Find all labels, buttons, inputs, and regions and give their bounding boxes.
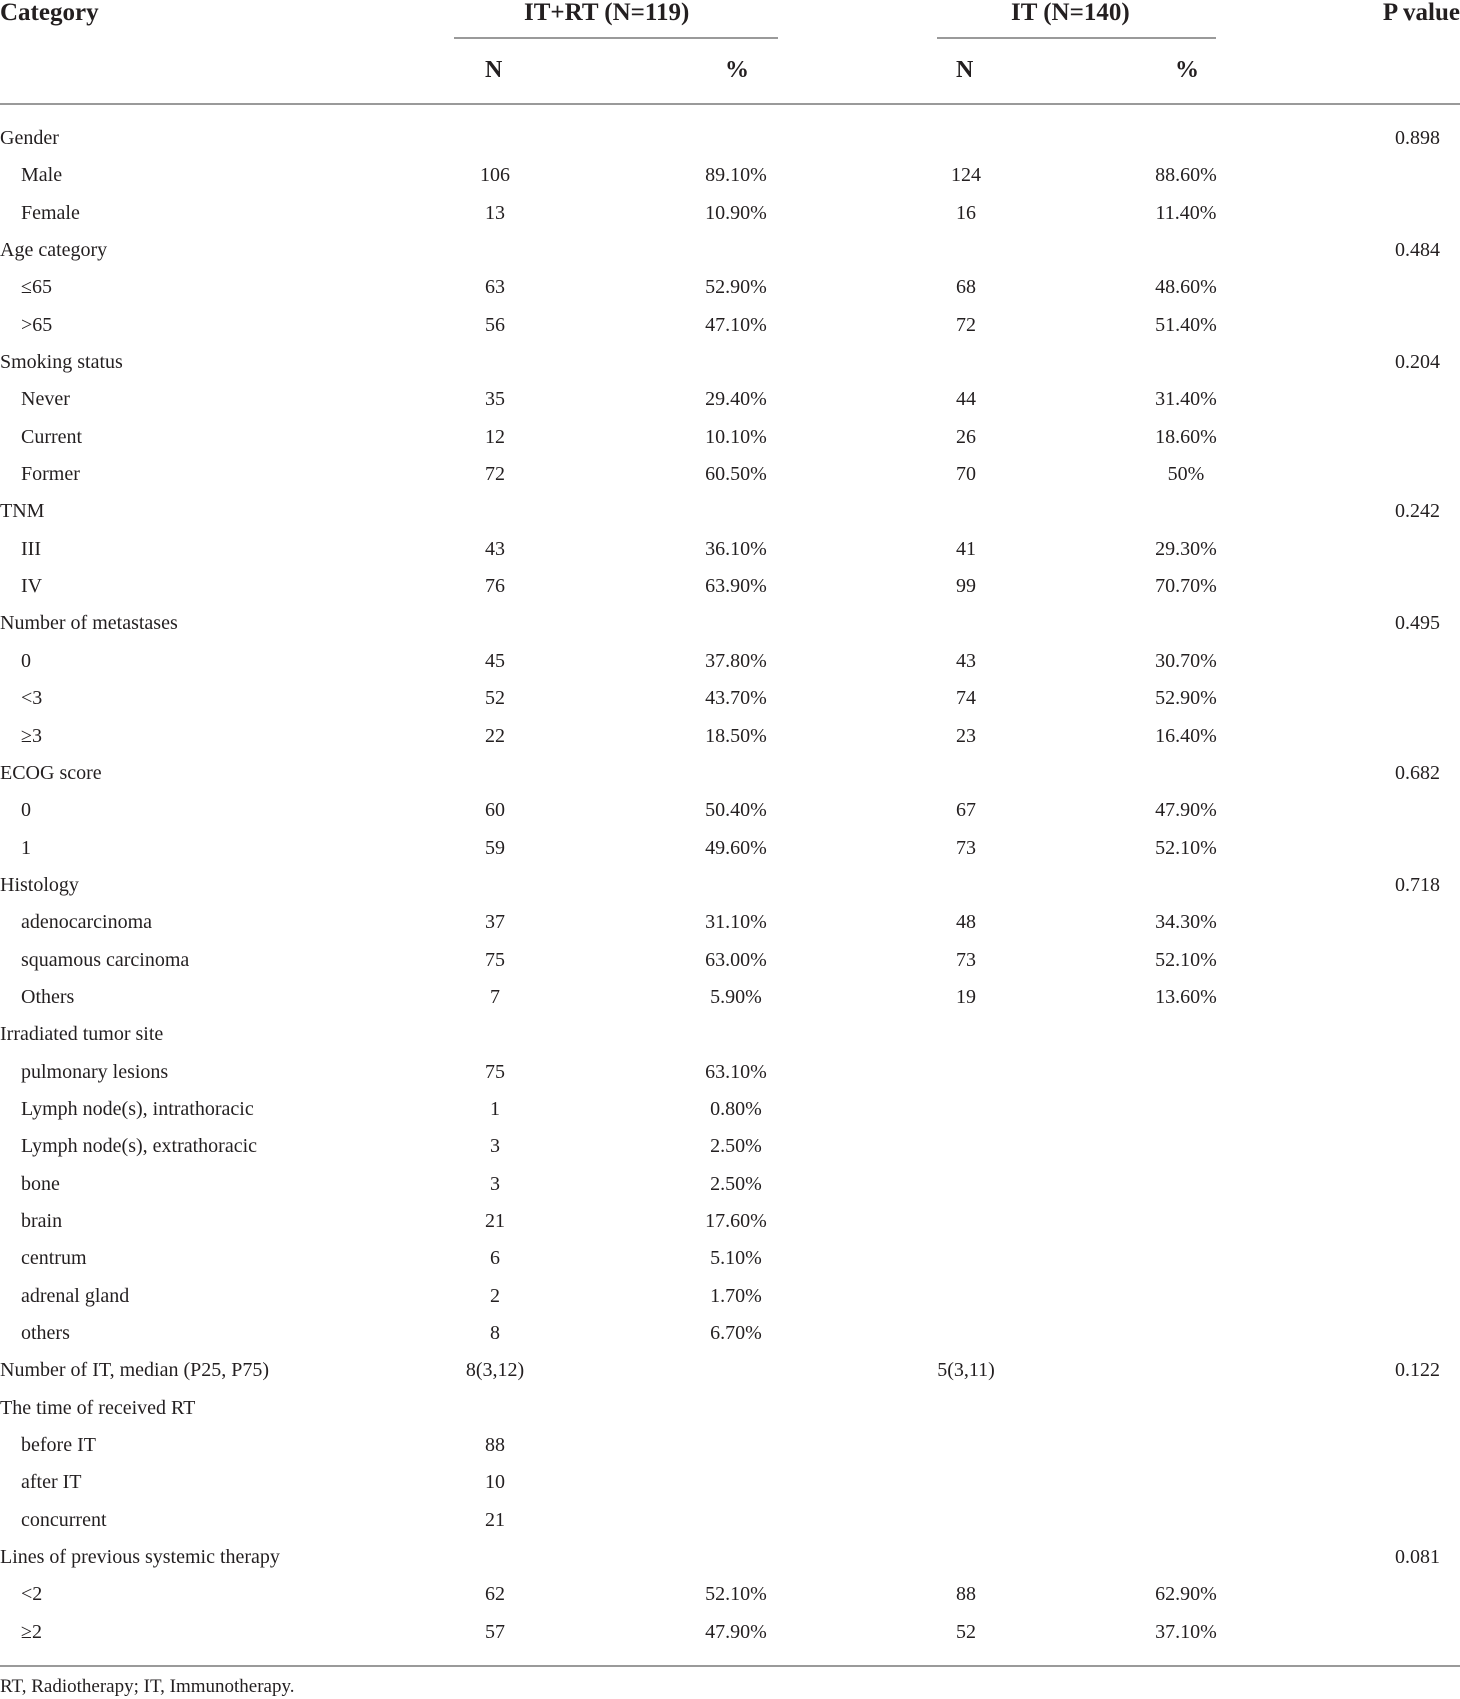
- row-label: before IT: [21, 1434, 96, 1457]
- table-row: centrum 6 5.10%: [21, 1247, 762, 1270]
- table-bottom-rule: [0, 1665, 1460, 1667]
- header-bottom-rule: [0, 103, 1460, 105]
- row-label: centrum: [21, 1247, 87, 1270]
- cell-pvalue: 0.484: [1395, 239, 1440, 262]
- cell-pvalue: 0.898: [1395, 127, 1440, 149]
- table-body: [0, 118, 1460, 1649]
- row-label: squamous carcinoma: [21, 948, 190, 971]
- table-row: [0, 1014, 1460, 1051]
- row-label: The time of received RT: [0, 1396, 196, 1419]
- header-pvalue: P value: [1382, 0, 1460, 26]
- row-label: ≤65: [21, 276, 52, 299]
- table-row: Male 106 89.10% 124 88.60%: [21, 164, 1217, 187]
- row-label: Histology: [0, 873, 79, 896]
- table-row: [0, 603, 1460, 640]
- row-label: <3: [21, 687, 43, 710]
- table-row: [0, 230, 1460, 267]
- header-pct-it: %: [1175, 57, 1199, 83]
- table-row: 0 45 37.80% 43 30.70%: [21, 649, 1217, 672]
- table-row: [0, 1388, 1460, 1425]
- row-label: brain: [21, 1209, 63, 1232]
- table-row: Number of IT, median (P25, P75) 8(3,12) 5(3,11) 0.122: [0, 1359, 1440, 1382]
- table-row: [0, 342, 1460, 379]
- row-label: 0: [21, 649, 31, 672]
- row-label: adenocarcinoma: [21, 911, 153, 934]
- table-row: ≤65 63 52.90% 68 48.60%: [21, 276, 1217, 299]
- table-row: adrenal gland 2 1.70%: [21, 1284, 762, 1307]
- footnote: RT, Radiotherapy; IT, Immunotherapy.: [0, 1676, 295, 1697]
- row-label: <2: [21, 1583, 43, 1606]
- header-pct-itrt: %: [725, 57, 749, 83]
- table-row: Lymph node(s), intrathoracic 1 0.80%: [21, 1097, 762, 1120]
- row-label: Never: [21, 388, 70, 411]
- table-row: Lymph node(s), extrathoracic 3 2.50%: [21, 1135, 762, 1158]
- table-row: IV 76 63.90% 99 70.70%: [21, 575, 1217, 598]
- table-row: 1 59 49.60% 73 52.10%: [21, 836, 1217, 859]
- table-row: others 8 6.70%: [21, 1322, 762, 1344]
- row-label: 0: [21, 799, 31, 822]
- row-label: adrenal gland: [21, 1284, 130, 1307]
- header-n-itrt: N: [485, 57, 503, 83]
- header-group-itrt: IT+RT (N=119): [524, 0, 690, 26]
- row-label: Irradiated tumor site: [0, 1023, 164, 1046]
- row-label: pulmonary lesions: [21, 1060, 169, 1083]
- row-label: >65: [21, 313, 53, 336]
- cell-pvalue: 0.122: [1395, 1359, 1440, 1382]
- row-label: Current: [21, 425, 83, 448]
- row-label: others: [21, 1322, 70, 1344]
- row-label: after IT: [21, 1471, 82, 1494]
- row-label: concurrent: [21, 1508, 107, 1531]
- cell-pvalue: 0.682: [1395, 761, 1440, 784]
- table-row: <2 62 52.10% 88 62.90%: [21, 1583, 1217, 1606]
- table-row: [0, 1537, 1460, 1574]
- table-row: before IT 88: [21, 1434, 505, 1457]
- row-label: TNM: [0, 500, 45, 523]
- table-row: Never 35 29.40% 44 31.40%: [21, 388, 1217, 411]
- cell-pvalue: 0.204: [1395, 351, 1440, 374]
- table-row: squamous carcinoma 75 63.00% 73 52.10%: [21, 948, 1217, 971]
- table-row: >65 56 47.10% 72 51.40%: [21, 313, 1217, 336]
- row-label: Age category: [0, 239, 108, 262]
- row-label: Lines of previous systemic therapy: [0, 1546, 280, 1569]
- header-n-it: N: [956, 57, 974, 83]
- table-row: brain 21 17.60%: [21, 1209, 767, 1232]
- table-row: 0 60 50.40% 67 47.90%: [21, 799, 1217, 822]
- cell-pvalue: 0.242: [1395, 500, 1440, 523]
- row-label: 1: [21, 836, 31, 859]
- table-row: Female 13 10.90% 16 11.40%: [21, 201, 1217, 224]
- table-row: bone 3 2.50%: [21, 1172, 762, 1195]
- table-row: [0, 865, 1460, 902]
- row-label: ≥2: [21, 1620, 42, 1643]
- table-row: [0, 491, 1460, 528]
- row-label: ≥3: [21, 724, 42, 747]
- row-label: ECOG score: [0, 761, 102, 784]
- table-row: [0, 118, 1460, 155]
- row-label: Lymph node(s), intrathoracic: [21, 1097, 254, 1120]
- row-label: IV: [21, 575, 43, 598]
- cell-pvalue: 0.495: [1395, 612, 1440, 635]
- table-row: Former 72 60.50% 70 50%: [21, 463, 1205, 486]
- row-label: Former: [21, 463, 80, 486]
- table-row: pulmonary lesions 75 63.10%: [21, 1060, 767, 1083]
- table-row: after IT 10: [21, 1471, 505, 1494]
- table-row: concurrent 21: [21, 1508, 505, 1531]
- table-row: Current 12 10.10% 26 18.60%: [21, 425, 1217, 448]
- row-label: Lymph node(s), extrathoracic: [21, 1135, 258, 1158]
- row-label: Number of metastases: [0, 612, 178, 635]
- cell-pvalue: 0.081: [1395, 1546, 1440, 1569]
- row-label: Number of IT, median (P25, P75): [0, 1359, 270, 1382]
- table-row: <3 52 43.70% 74 52.90%: [21, 687, 1217, 710]
- row-label: Female: [21, 201, 80, 224]
- group1-underline: [454, 37, 778, 39]
- cell-pvalue: 0.718: [1395, 873, 1440, 896]
- table-row: Others 7 5.90% 19 13.60%: [21, 985, 1217, 1008]
- row-label: Male: [21, 164, 63, 187]
- row-label: Gender: [0, 127, 59, 149]
- table-row: adenocarcinoma 37 31.10% 48 34.30%: [21, 911, 1217, 934]
- table-row: ≥3 22 18.50% 23 16.40%: [21, 724, 1217, 747]
- table-row: III 43 36.10% 41 29.30%: [21, 537, 1217, 560]
- group2-underline: [937, 37, 1216, 39]
- table-row: ≥2 57 47.90% 52 37.10%: [21, 1620, 1217, 1643]
- table-row: [0, 753, 1460, 790]
- row-label: Others: [21, 985, 75, 1008]
- row-label: bone: [21, 1172, 60, 1195]
- header-group-it: IT (N=140): [1011, 0, 1130, 26]
- row-label: III: [21, 537, 41, 560]
- row-label: Smoking status: [0, 351, 123, 374]
- header-category: Category: [0, 0, 99, 26]
